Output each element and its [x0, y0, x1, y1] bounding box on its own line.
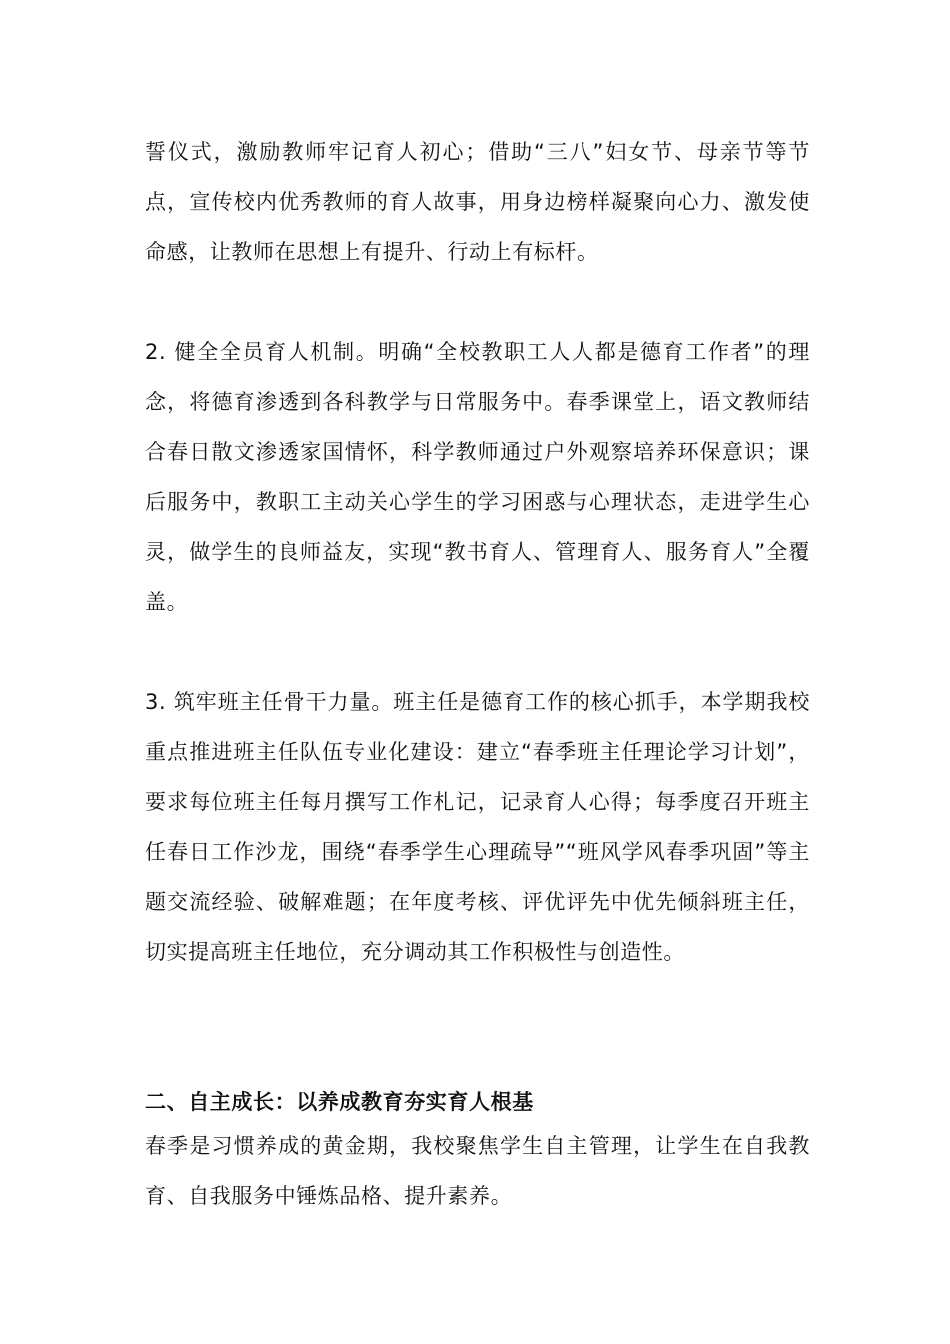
paragraph-section-intro: 春季是习惯养成的黄金期，我校聚焦学生自主管理，让学生在自我教育、自我服务中锤炼品格、提升素养。 [145, 1134, 810, 1208]
paragraph-teacher-ethics-continuation: 誓仪式，激励教师牢记育人初心；借助“三八”妇女节、母亲节等节点，宣传校内优秀教师的育人故事，用身边榜样凝聚向心力、激发使命感，让教师在思想上有提升、行动上有标杆。 [145, 140, 810, 264]
section-heading: 二、自主成长：以养成教育夯实育人根基 [145, 1090, 534, 1114]
paragraph-all-staff-education: 2. 健全全员育人机制。明确“全校教职工人人都是德育工作者”的理念，将德育渗透到各科教学与日常服务中。春季课堂上，语文教师结合春日散文渗透家国情怀，科学教师通过户外观察培养环保意识；课后服务中，教职工主动关心学生的学习困惑与心理状态，走进学生心灵，做学生的良师益友，实现“教书育人、管理育人、服务育人”全覆盖。 [145, 340, 810, 614]
paragraph-head-teacher-team: 3. 筑牢班主任骨干力量。班主任是德育工作的核心抓手，本学期我校重点推进班主任队伍专业化建设：建立“春季班主任理论学习计划”，要求每位班主任每月撰写工作札记，记录育人心得；每季度召开班主任春日工作沙龙，围绕“春季学生心理疏导”“班风学风春季巩固”等主题交流经验、破解难题；在年度考核、评优评先中优先倾斜班主任，切实提高班主任地位，充分调动其工作积极性与创造性。 [145, 690, 810, 964]
